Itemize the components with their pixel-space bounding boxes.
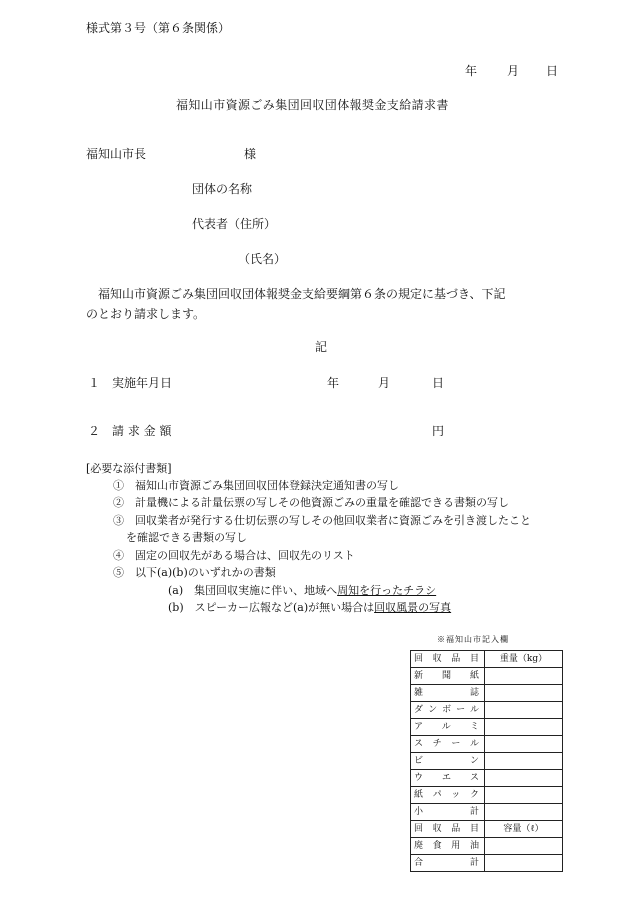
record-item-label: 雑誌: [411, 685, 485, 702]
attachment-1: ① 福知山市資源ごみ集団回収団体登録決定通知書の写し: [113, 479, 399, 492]
date-month: 月: [507, 64, 520, 78]
item1-number: １: [88, 376, 101, 390]
record-header-item: 回収品目: [411, 651, 485, 668]
attachment-5b: [168, 599, 451, 615]
item1-year: 年: [327, 376, 340, 390]
table-row: [411, 685, 563, 702]
org-name-label: 団体の名称: [192, 182, 253, 196]
record-item-label: スチール: [411, 736, 485, 753]
record-item-label: ビン: [411, 753, 485, 770]
record-item-value: [484, 736, 562, 753]
record-item-value: [484, 838, 562, 855]
table-row: [411, 821, 563, 838]
record-item-label: 紙パック: [411, 787, 485, 804]
item2-label: 請 求 金 額: [112, 424, 172, 438]
table-row: [411, 770, 563, 787]
attachment-5: ⑤ 以下(a)(b)のいずれかの書類: [113, 566, 276, 579]
record-item-value: [484, 787, 562, 804]
record-item-value: [484, 685, 562, 702]
item1-month: 月: [378, 376, 391, 390]
addressee-name: 福知山市長: [86, 147, 147, 161]
document-title: 福知山市資源ごみ集団回収団体報奨金支給請求書: [176, 98, 449, 112]
record-item-label: 新聞紙: [411, 668, 485, 685]
record-subtotal-value: [484, 804, 562, 821]
date-day: 日: [546, 64, 559, 78]
attachment-3-cont: を確認できる書類の写し: [126, 531, 247, 544]
record-subtotal-label: 小計: [411, 804, 485, 821]
ki-heading: 記: [315, 340, 328, 354]
attachment-5b-text: (b) スピーカー広報など(a)が無い場合は: [168, 601, 375, 614]
table-row: [411, 736, 563, 753]
record-header-volume: 容量（ℓ）: [484, 821, 562, 838]
table-row: [411, 668, 563, 685]
table-row: [411, 719, 563, 736]
record-item-label: ダンボール: [411, 702, 485, 719]
table-row: [411, 702, 563, 719]
record-total-label: 合計: [411, 855, 485, 872]
attachment-3: ③ 回収業者が発行する仕切伝票の写しその他回収業者に資源ごみを引き渡したこと: [113, 514, 531, 527]
form-number: 様式第３号（第６条関係）: [86, 21, 231, 35]
item1-label: 実施年月日: [112, 376, 173, 390]
attachment-5a-underlined: 周知を行ったチラシ: [337, 584, 437, 597]
record-item-label: アルミ: [411, 719, 485, 736]
record-item-label: 廃食用油: [411, 838, 485, 855]
record-total-value: [484, 855, 562, 872]
record-item-value: [484, 770, 562, 787]
date-year: 年: [465, 64, 478, 78]
attachment-5a: [168, 582, 436, 598]
table-row: [411, 838, 563, 855]
record-item-value: [484, 719, 562, 736]
table-row: [411, 651, 563, 668]
attachment-5a-text: (a) 集団回収実施に伴い、地域へ: [168, 584, 338, 597]
record-header-weight: 重量（kg）: [484, 651, 562, 668]
record-item-label: ウエス: [411, 770, 485, 787]
item2-number: ２: [88, 424, 101, 438]
table-row: [411, 787, 563, 804]
table-row: [411, 804, 563, 821]
item2-unit: 円: [432, 424, 445, 438]
body-line-2: のとおり請求します。: [86, 307, 206, 321]
city-record-table: [410, 650, 563, 872]
table-row: [411, 753, 563, 770]
table-row: [411, 855, 563, 872]
attachment-5b-underlined: 回収風景の写真: [374, 601, 452, 614]
record-item-value: [484, 668, 562, 685]
attachment-4: ④ 固定の回収先がある場合は、回収先のリスト: [113, 549, 355, 562]
representative-name-label: （氏名）: [238, 252, 287, 266]
record-caption: ※福知山市記入欄: [437, 635, 509, 644]
attachments-heading: [必要な添付書類]: [86, 462, 172, 475]
item1-day: 日: [432, 376, 445, 390]
representative-address-label: 代表者（住所）: [192, 217, 277, 231]
record-header-item-oil: 回収品目: [411, 821, 485, 838]
record-item-value: [484, 753, 562, 770]
attachment-2: ② 計量機による計量伝票の写しその他資源ごみの重量を確認できる書類の写し: [113, 496, 509, 509]
addressee-honorific: 様: [244, 147, 257, 161]
record-item-value: [484, 702, 562, 719]
body-line-1: 福知山市資源ごみ集団回収団体報奨金支給要綱第６条の規定に基づき、下記: [98, 287, 506, 301]
